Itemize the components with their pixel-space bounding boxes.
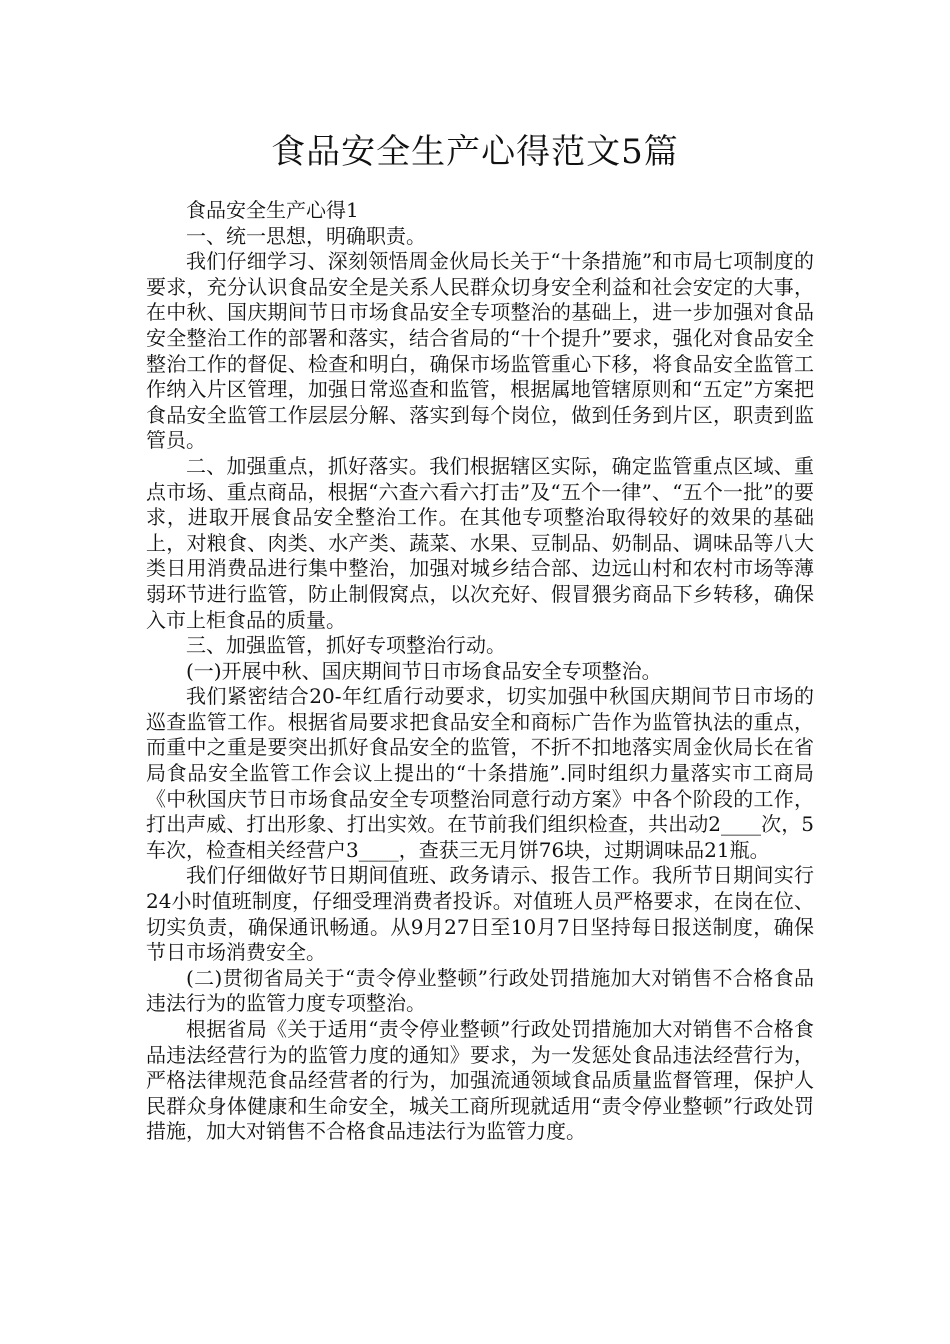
paragraph: 三、加强监管，抓好专项整治行动。 bbox=[186, 633, 506, 658]
document-title: 食品安全生产心得范文5篇 bbox=[271, 132, 679, 172]
paragraph-heading: 食品安全生产心得1 bbox=[186, 198, 359, 222]
document-body bbox=[146, 198, 814, 1145]
paragraph: 我们紧密结合20-年红盾行动要求，切实加强中秋国庆期间节日市场的巡查监管工作。根据省局要求把食品安全和商标广告作为监管执法的重点，而重中之重是要突出抓好食品安全的监管，不折不扣地落实周金伙局长在省局食品安全监管工作会议上提出的“十条措施”.同时组织力量落实市工商局《中秋国庆节日市场食品安全专项整治同意行动方案》中各个阶段的工作，打出声威、打出形象、打出实效。在节前我们组织检查，共出动2____次，5车次，检查相关经营户3____，查获三无月饼76块，过期调味品21瓶。 bbox=[146, 684, 814, 862]
paragraph: (二)贯彻省局关于“责令停业整顿”行政处罚措施加大对销售不合格食品违法行为的监管力度专项整治。 bbox=[146, 965, 814, 1016]
paragraph: 根据省局《关于适用“责令停业整顿”行政处罚措施加大对销售不合格食品违法经营行为的监管力度的通知》要求，为一发惩处食品违法经营行为，严格法律规范食品经营者的行为，加强流通领域食品质量监督管理，保护人民群众身体健康和生命安全，城关工商所现就适用“责令停业整顿”行政处罚措施，加大对销售不合格食品违法行为监管力度。 bbox=[146, 1017, 814, 1144]
paragraph: 我们仔细做好节日期间值班、政务请示、报告工作。我所节日期间实行24小时值班制度，仔细受理消费者投诉。对值班人员严格要求，在岗在位、切实负责，确保通讯畅通。从9月27日至10月7日坚持每日报送制度，确保节日市场消费安全。 bbox=[146, 863, 814, 965]
paragraph: 二、加强重点，抓好落实。我们根据辖区实际，确定监管重点区域、重点市场、重点商品，根据“六查六看六打击”及“五个一律”、“五个一批”的要求，进取开展食品安全整治工作。在其他专项整治取得较好的效果的基础上，对粮食、肉类、水产类、蔬菜、水果、豆制品、奶制品、调味品等八大类日用消费品进行集中整治，加强对城乡结合部、边远山村和农村市场等薄弱环节进行监管，防止制假窝点，以次充好、假冒猥劣商品下乡转移，确保入市上柜食品的质量。 bbox=[146, 453, 814, 632]
paragraph: 我们仔细学习、深刻领悟周金伙局长关于“十条措施”和市局七项制度的要求，充分认识食品安全是关系人民群众切身安全利益和社会安定的大事，在中秋、国庆期间节日市场食品安全专项整治的基础上，进一步加强对食品安全整治工作的部署和落实，结合省局的“十个提升”要求，强化对食品安全整治工作的督促、检查和明白，确保市场监管重心下移，将食品安全监管工作纳入片区管理，加强日常巡查和监管，根据属地管辖原则和“五定”方案把食品安全监管工作层层分解、落实到每个岗位，做到任务到片区，职责到监管员。 bbox=[146, 249, 814, 453]
paragraph: (一)开展中秋、国庆期间节日市场食品安全专项整治。 bbox=[186, 658, 662, 683]
paragraph: 一、统一思想，明确职责。 bbox=[186, 223, 426, 248]
